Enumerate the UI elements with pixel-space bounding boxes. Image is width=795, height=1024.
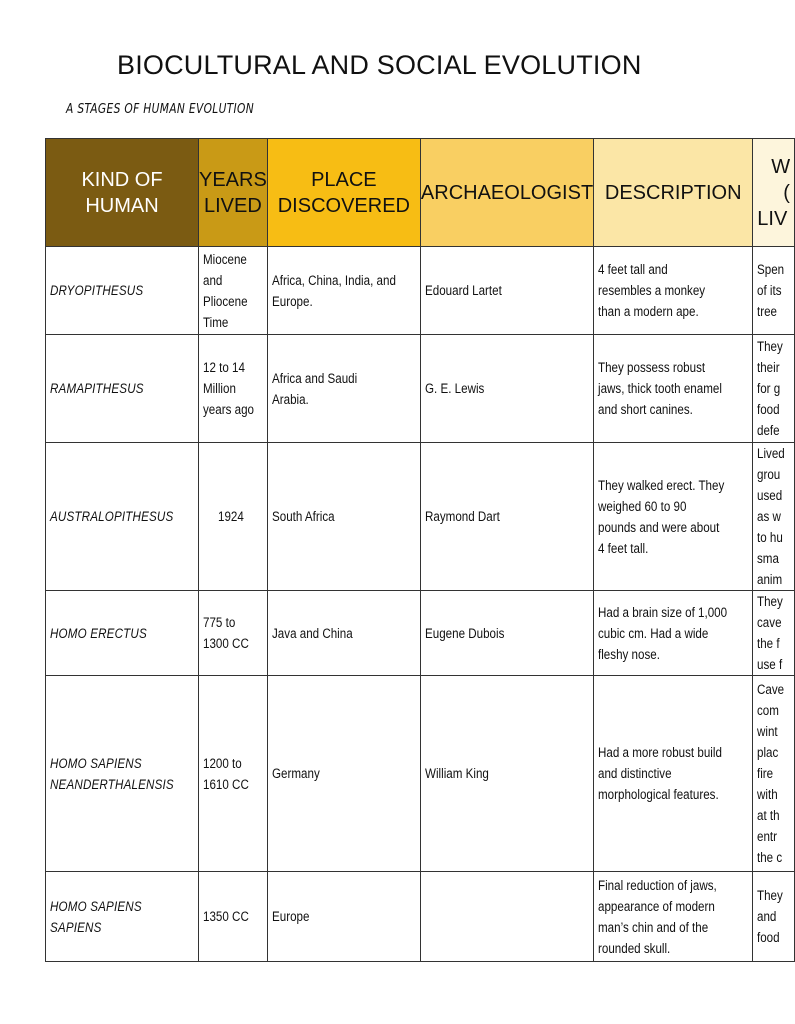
header-way-line-1: W — [771, 155, 791, 178]
cell-kind — [46, 335, 199, 443]
cell-archaeologist — [420, 247, 593, 335]
cell-way-line: and — [757, 909, 777, 924]
cell-description — [594, 872, 753, 962]
cell-years-line: 1924 — [217, 509, 244, 524]
cell-description-line: and short canines. — [598, 402, 694, 417]
cell-description — [594, 443, 753, 591]
cell-way-line: the c — [757, 850, 783, 865]
cell-way-line: They — [757, 594, 784, 609]
cell-years-line: 12 to 14 — [203, 360, 245, 375]
cell-description-line: man’s chin and of the — [598, 919, 709, 935]
cell-description-line: and distinctive — [598, 766, 672, 781]
cell-way — [753, 676, 794, 872]
cell-way-line: at th — [757, 808, 780, 823]
human-evolution-table — [45, 138, 795, 962]
cell-way-line: use f — [757, 657, 783, 672]
table-row — [46, 335, 795, 443]
table-row — [46, 872, 795, 962]
cell-years-line: Time — [203, 314, 229, 330]
cell-place — [267, 676, 420, 872]
header-place-line-2: DISCOVERED — [277, 194, 410, 217]
cell-years — [199, 676, 268, 872]
cell-archaeologist — [420, 591, 593, 676]
cell-years-line: Miocene — [203, 251, 247, 267]
cell-archaeologist-line: William King — [424, 766, 489, 781]
cell-way-line: Lived — [757, 446, 786, 461]
header-kind-line-1: KIND OF — [81, 168, 163, 191]
cell-place-line: Africa and Saudi — [271, 370, 358, 386]
table-body — [46, 247, 795, 962]
cell-description-line: 4 feet tall and — [598, 262, 668, 277]
table-row — [46, 443, 795, 591]
cell-way-line: for g — [757, 381, 781, 396]
header-years-line-1: YEARS — [199, 168, 267, 191]
cell-way-line: grou — [757, 467, 781, 482]
cell-kind-line: DRYOPITHESUS — [50, 283, 144, 298]
cell-place-line: Africa, China, India, and — [271, 272, 396, 288]
cell-description — [594, 335, 753, 443]
cell-way-line: as w — [757, 509, 782, 524]
cell-kind-line: AUSTRALOPITHESUS — [50, 509, 174, 524]
cell-years-line: 1200 to — [203, 755, 242, 771]
cell-description-line: They walked erect. They — [598, 477, 725, 493]
cell-place — [267, 443, 420, 591]
cell-place-line: South Africa — [271, 509, 335, 524]
cell-way-line: their — [757, 360, 780, 375]
cell-description-line: morphological features. — [598, 787, 719, 802]
cell-description-line: than a modern ape. — [598, 304, 699, 319]
cell-archaeologist — [420, 676, 593, 872]
cell-archaeologist-line: G. E. Lewis — [424, 381, 485, 396]
header-years-lived — [199, 139, 268, 247]
cell-kind-line: RAMAPITHESUS — [50, 381, 144, 396]
cell-kind — [46, 247, 199, 335]
cell-place-line: Germany — [271, 766, 320, 781]
cell-archaeologist — [420, 335, 593, 443]
cell-years-line: Pliocene — [203, 293, 248, 309]
section-subtitle: A STAGES OF HUMAN EVOLUTION — [66, 102, 255, 117]
cell-way-line: with — [757, 787, 778, 802]
table-row — [46, 247, 795, 335]
table-row — [46, 591, 795, 676]
header-kind-of-human — [46, 139, 199, 247]
cell-years-line: 1350 CC — [203, 909, 249, 924]
cell-way-line: com — [757, 703, 780, 718]
header-kind-line-2: HUMAN — [85, 194, 159, 217]
cell-description-line: Final reduction of jaws, — [598, 877, 717, 893]
cell-description-line: resembles a monkey — [598, 283, 706, 298]
cell-kind — [46, 872, 199, 962]
cell-way-line: entr — [757, 829, 778, 844]
page-title: BIOCULTURAL AND SOCIAL EVOLUTION — [117, 50, 642, 80]
cell-way-line: food — [757, 402, 780, 417]
cell-way — [753, 335, 794, 443]
cell-way — [753, 443, 794, 591]
cell-description-line: rounded skull. — [598, 940, 671, 956]
cell-archaeologist-line: Eugene Dubois — [424, 625, 505, 641]
cell-way-line: of its — [757, 283, 782, 298]
cell-years-line: years ago — [203, 402, 254, 417]
cell-description-line: They possess robust — [598, 360, 706, 375]
cell-description-line: 4 feet tall. — [598, 540, 649, 556]
cell-description-line: pounds and were about — [598, 519, 720, 535]
cell-place-line: Java and China — [271, 625, 353, 641]
cell-archaeologist-line: Edouard Lartet — [424, 283, 502, 298]
cell-kind-line: HOMO ERECTUS — [50, 625, 147, 641]
cell-description-line: Had a brain size of 1,000 — [598, 604, 728, 620]
cell-archaeologist — [420, 872, 593, 962]
cell-way-line: sma — [757, 551, 780, 566]
cell-way-line: tree — [757, 304, 778, 319]
cell-way-line: Cave — [757, 682, 785, 697]
cell-description — [594, 676, 753, 872]
table-row — [46, 676, 795, 872]
cell-kind — [46, 591, 199, 676]
cell-way-line: plac — [757, 745, 779, 760]
cell-way-line: food — [757, 930, 780, 945]
cell-archaeologist-line: Raymond Dart — [424, 509, 500, 524]
cell-description — [594, 591, 753, 676]
cell-place — [267, 247, 420, 335]
header-place-discovered — [267, 139, 420, 247]
cell-way-line: They — [757, 888, 784, 903]
cell-years-line: 775 to — [203, 615, 236, 630]
header-place-line-1: PLACE — [311, 168, 377, 191]
cell-place-line: Arabia. — [271, 391, 309, 407]
cell-place-line: Europe — [271, 909, 310, 924]
cell-way — [753, 247, 794, 335]
cell-years — [199, 591, 268, 676]
cell-way-line: the f — [757, 636, 780, 651]
cell-kind-line: NEANDERTHALENSIS — [50, 776, 174, 792]
cell-years-line: Million — [203, 381, 236, 396]
cell-place — [267, 591, 420, 676]
cell-years-line: 1300 CC — [203, 636, 249, 651]
cell-place-line: Europe. — [271, 293, 313, 309]
cell-years — [199, 443, 268, 591]
cell-description-line: fleshy nose. — [598, 646, 661, 662]
cell-kind-line: SAPIENS — [50, 919, 102, 935]
cell-kind-line: HOMO SAPIENS — [50, 898, 142, 914]
cell-way-line: wint — [757, 724, 778, 739]
cell-years — [199, 872, 268, 962]
header-row — [46, 139, 795, 247]
header-way-line-2: ( — [783, 181, 790, 204]
cell-description-line: Had a more robust build — [598, 745, 723, 760]
cell-way-line: to hu — [757, 530, 784, 545]
cell-way-line: fire — [757, 766, 774, 781]
cell-way — [753, 872, 794, 962]
cell-way-line: Spen — [757, 262, 785, 277]
cell-kind — [46, 443, 199, 591]
cell-years-line: 1610 CC — [203, 776, 249, 792]
cell-description-line: appearance of modern — [598, 898, 715, 914]
cell-way-line: used — [757, 488, 783, 503]
cell-description-line: weighed 60 to 90 — [598, 498, 687, 514]
cell-way — [753, 591, 794, 676]
cell-years-line: and — [203, 272, 223, 288]
cell-way-line: defe — [757, 423, 780, 438]
cell-years — [199, 247, 268, 335]
cell-way-line: cave — [757, 615, 782, 630]
cell-way-line: anim — [757, 572, 783, 587]
header-way-of-living — [753, 139, 794, 247]
cell-way-line: They — [757, 339, 784, 354]
header-archaeologist: ARCHAEOLOGIST — [420, 139, 593, 247]
cell-description-line: jaws, thick tooth enamel — [598, 381, 723, 396]
header-way-line-3: LIV — [757, 207, 788, 230]
cell-kind-line: HOMO SAPIENS — [50, 755, 142, 771]
cell-description — [594, 247, 753, 335]
cell-kind — [46, 676, 199, 872]
header-years-line-2: LIVED — [204, 194, 262, 217]
cell-place — [267, 872, 420, 962]
cell-description-line: cubic cm. Had a wide — [598, 625, 709, 641]
cell-place — [267, 335, 420, 443]
header-description: DESCRIPTION — [594, 139, 753, 247]
cell-archaeologist — [420, 443, 593, 591]
cell-years — [199, 335, 268, 443]
